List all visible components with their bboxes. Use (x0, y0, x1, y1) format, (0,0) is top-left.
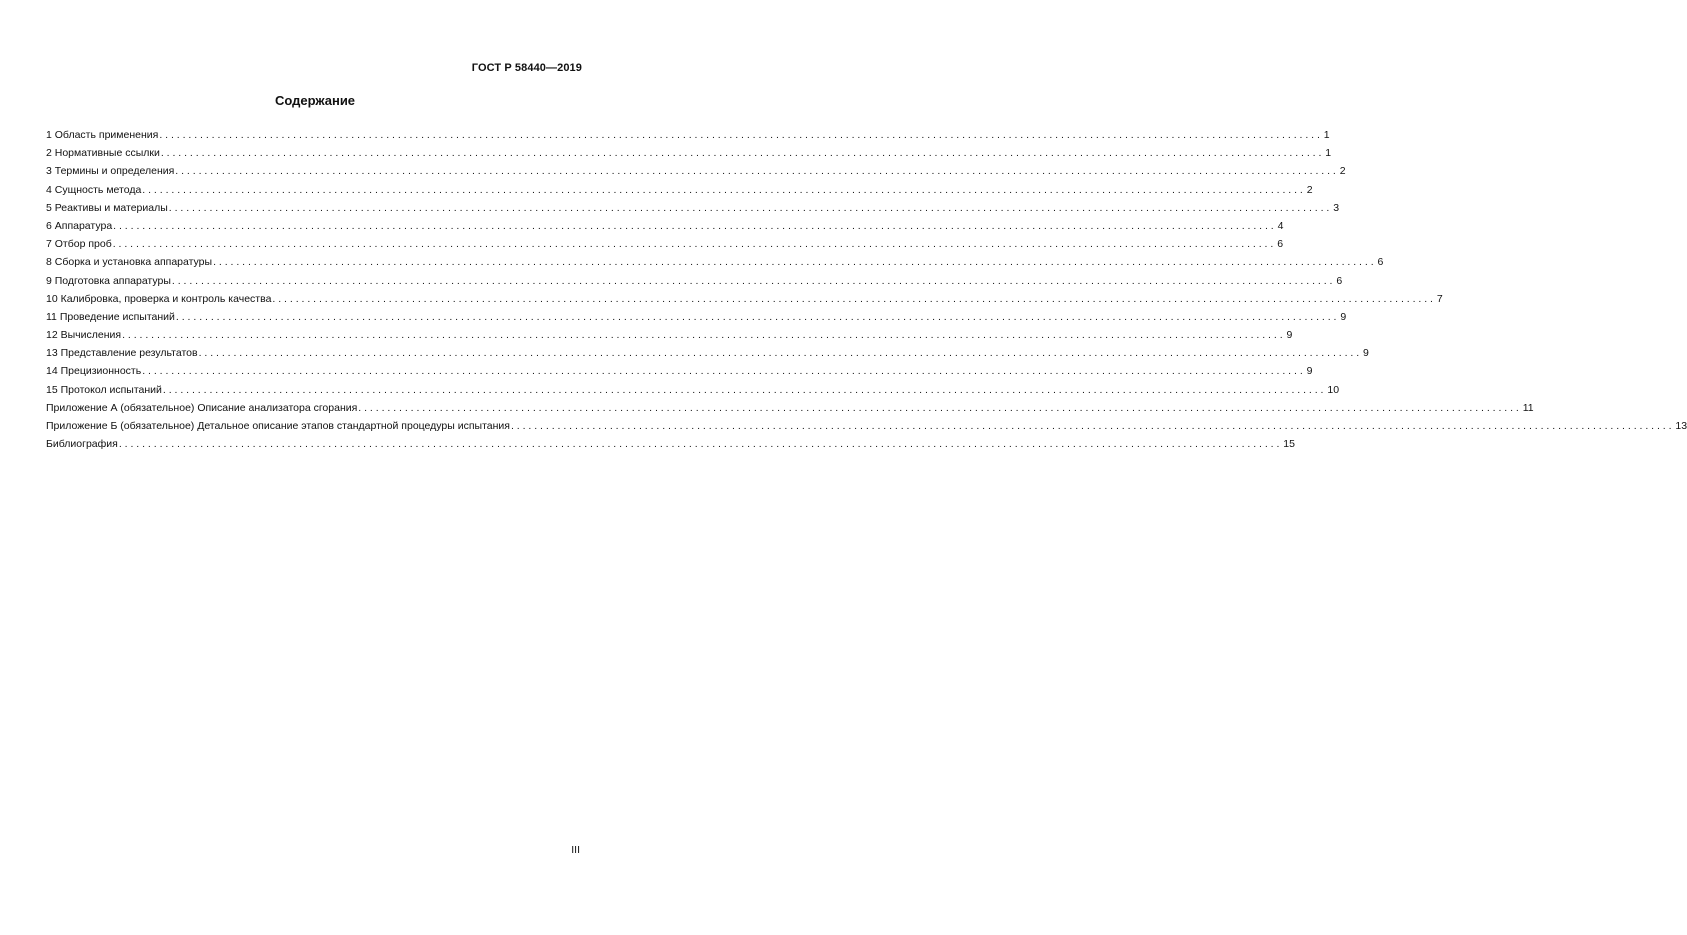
toc-item-page: 13 (1675, 420, 1687, 432)
dot-leader: ........................................................................................................................................................................................................ (118, 438, 1283, 451)
dot-leader: ........................................................................................................................................................................................................ (168, 201, 1333, 214)
toc-item-label: 7 Отбор проб (46, 238, 112, 251)
toc-item-12[interactable] (46, 326, 1293, 344)
toc-item-label: 10 Калибровка, проверка и контроль качества (46, 292, 272, 305)
toc-item-13[interactable] (46, 344, 1369, 362)
table-of-contents (46, 126, 1687, 453)
toc-item-4[interactable] (46, 181, 1313, 199)
dot-leader: ........................................................................................................................................................................................................ (175, 310, 1340, 323)
toc-item-label: 3 Термины и определения (46, 165, 175, 178)
toc-item-page: 1 (1325, 147, 1332, 160)
toc-item-page: 9 (1286, 329, 1293, 342)
dot-leader: ........................................................................................................................................................................................................ (122, 329, 1286, 342)
toc-item-label: Приложение Б (обязательное) Детальное описание этапов стандартной процедуры испытания (46, 420, 510, 432)
toc-item-page: 2 (1306, 183, 1313, 196)
toc-item-bibliography[interactable] (46, 435, 1295, 453)
toc-item-5[interactable] (46, 199, 1340, 217)
contents-title: Содержание (274, 93, 356, 108)
toc-item-label: 1 Область применения (46, 129, 159, 141)
toc-item-page: 6 (1336, 274, 1343, 287)
toc-item-page: 7 (1436, 292, 1443, 305)
dot-leader: ........................................................................................................................................................................................................ (142, 365, 1306, 378)
toc-item-label: 9 Подготовка аппаратуры (46, 274, 171, 287)
toc-item-page: 2 (1339, 165, 1346, 178)
toc-item-page: 6 (1377, 256, 1384, 269)
toc-item-label: 12 Вычисления (46, 329, 122, 342)
toc-item-page: 15 (1283, 438, 1295, 451)
toc-item-2[interactable] (46, 144, 1332, 162)
toc-item-label: Приложение А (обязательное) Описание анализатора сгорания (46, 401, 358, 414)
document-id: ГОСТ Р 58440—2019 (471, 62, 582, 74)
toc-item-label: 8 Сборка и установка аппаратуры (46, 256, 213, 269)
toc-item-label: 14 Прецизионность (46, 365, 142, 378)
dot-leader: ........................................................................................................................................................................................................ (142, 183, 1306, 196)
toc-item-page: 11 (1522, 401, 1534, 414)
page-number: III (571, 844, 580, 856)
dot-leader: ........................................................................................................................................................................................................ (160, 147, 1325, 160)
dot-leader: ........................................................................................................................................................................................................ (113, 219, 1277, 232)
toc-item-8[interactable] (46, 253, 1384, 271)
dot-leader: ........................................................................................................................................................................................................ (213, 256, 1377, 269)
toc-item-label: 15 Протокол испытаний (46, 383, 162, 396)
toc-item-1[interactable] (46, 126, 1330, 144)
toc-item-10[interactable] (46, 290, 1443, 308)
toc-item-appendix-b[interactable] (46, 417, 1687, 435)
toc-item-page: 9 (1340, 310, 1347, 323)
dot-leader: ........................................................................................................................................................................................................ (171, 274, 1336, 287)
toc-item-9[interactable] (46, 272, 1343, 290)
toc-item-label: 11 Проведение испытаний (46, 310, 175, 323)
toc-item-label: 4 Сущность метода (46, 183, 142, 196)
toc-item-page: 1 (1323, 129, 1330, 141)
toc-item-page: 9 (1306, 365, 1313, 378)
toc-item-page: 10 (1327, 383, 1340, 396)
toc-item-label: 13 Представление результатов (46, 347, 198, 360)
toc-item-6[interactable] (46, 217, 1284, 235)
toc-item-11[interactable] (46, 308, 1347, 326)
dot-leader: ........................................................................................................................................................................................................ (162, 383, 1327, 396)
dot-leader: ........................................................................................................................................................................................................ (175, 165, 1339, 178)
toc-item-page: 6 (1277, 238, 1284, 251)
dot-leader: ........................................................................................................................................................................................................ (159, 129, 1323, 141)
dot-leader: ........................................................................................................................................................................................................ (112, 238, 1277, 251)
toc-item-14[interactable] (46, 362, 1313, 380)
toc-item-page: 4 (1277, 219, 1284, 232)
toc-item-label: 5 Реактивы и материалы (46, 201, 168, 214)
toc-item-appendix-a[interactable] (46, 399, 1534, 417)
toc-item-page: 9 (1363, 347, 1369, 360)
toc-item-3[interactable] (46, 162, 1346, 180)
toc-item-page: 3 (1333, 201, 1340, 214)
dot-leader: ........................................................................................................................................................................................................ (272, 292, 1436, 305)
toc-item-label: 2 Нормативные ссылки (46, 147, 160, 160)
toc-item-7[interactable] (46, 235, 1284, 253)
dot-leader: ........................................................................................................................................................................................................ (358, 401, 1522, 414)
toc-item-label: 6 Аппаратура (46, 219, 113, 232)
toc-item-label: Библиография (46, 438, 118, 451)
dot-leader: ........................................................................................................................................................................................................ (198, 347, 1363, 360)
toc-item-15[interactable] (46, 381, 1340, 399)
dot-leader: ........................................................................................................................................................................................................ (510, 420, 1675, 432)
